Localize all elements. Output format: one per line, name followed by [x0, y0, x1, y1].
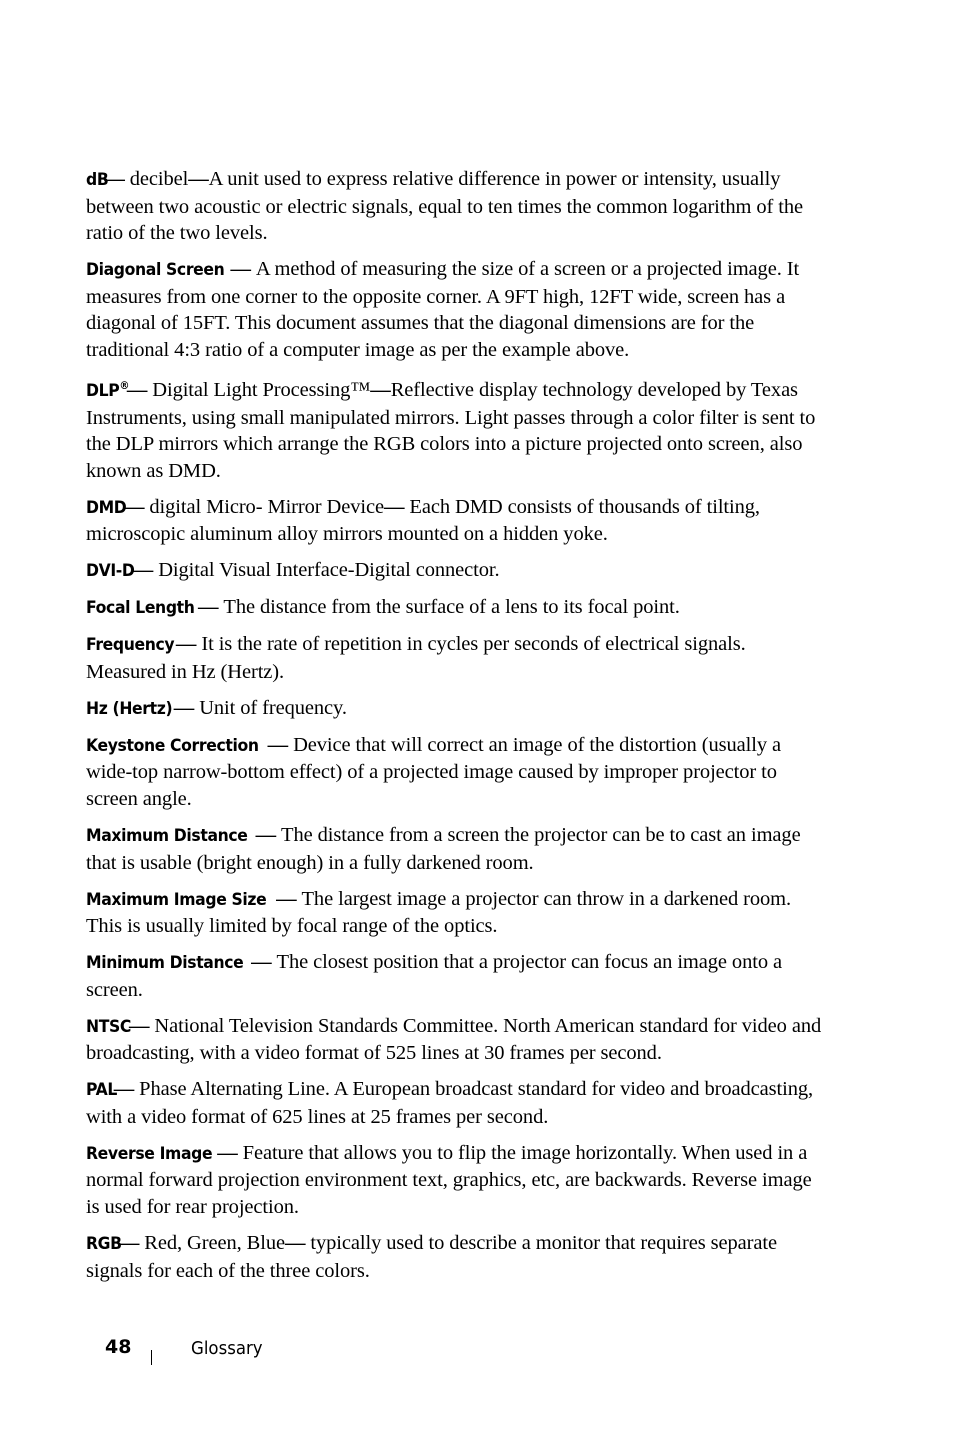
- glossary-entry-focal-length: Focal Length — The distance from the surface of a lens to its focal point.: [86, 594, 826, 622]
- glossary-entry-keystone-correction: Keystone Correction — Device that will correct an image of the distortion (usually a wide-top narrow-bottom effect) of a projected image caused by improper projector to screen angle.: [86, 733, 781, 810]
- glossary-term: Reverse Image: [86, 1143, 213, 1164]
- glossary-definition: The closest position that a projector can focus an image onto a screen.: [86, 951, 783, 1001]
- glossary-definition: Reflective display technology developed by Texas Instruments, using small manipulated mirrors. Light passes through a color filter is sent to the DLP mirrors which arrange the RGB colors into a picture projected onto screen, also known as DMD.: [86, 378, 816, 482]
- glossary-definition: Red, Green, Blue: [144, 1232, 285, 1255]
- glossary-term: RGB: [86, 1234, 122, 1255]
- glossary-term: Keystone Correction: [86, 735, 259, 756]
- glossary-entry-db: dB— decibel—A unit used to express relative difference in power or intensity, usually between two acoustic or electric signals, equal to ten times the common logarithm of the ratio of the two levels.: [86, 168, 804, 245]
- glossary-entry-maximum-distance: Maximum Distance — The distance from a screen the projector can be to cast an image that is usable (bright enough) in a fully darkened room.: [86, 823, 801, 874]
- glossary-entry-hz: Hz (Hertz)— Unit of frequency.: [86, 695, 826, 723]
- glossary-entry-minimum-distance: Minimum Distance — The closest position that a projector can focus an image onto a screen.: [86, 951, 783, 1001]
- glossary-definition: The distance from a screen the projector can be to cast an image that is usable (bright enough) in a fully darkened room.: [86, 823, 801, 874]
- glossary-term: Frequency: [86, 635, 175, 656]
- glossary-term: Maximum Image Size: [86, 889, 267, 910]
- glossary-term: Maximum Distance: [86, 825, 248, 846]
- glossary-term: DLP®: [86, 378, 130, 401]
- glossary-entry-maximum-image-size: Maximum Image Size — The largest image a projector can throw in a darkened room. This is usually limited by focal range of the optics.: [86, 887, 792, 938]
- glossary-definition: Each DMD consists of thousands of tilting, microscopic aluminum alloy mirrors mounted on a hidden yoke.: [86, 495, 760, 546]
- glossary-definition: The largest image a projector can throw in a darkened room. This is usually limited by focal range of the optics.: [86, 887, 792, 938]
- glossary-term: PAL: [86, 1080, 118, 1101]
- glossary-definition: Feature that allows you to flip the image horizontally. When used in a normal forward projection environment text, graphics, etc, are backwards. Reverse image is used for rear projection.: [86, 1141, 812, 1219]
- glossary-entry-pal: PAL— Phase Alternating Line. A European broadcast standard for video and broadcasting, with a video format of 625 lines at 25 frames per second.: [86, 1078, 814, 1128]
- glossary-entry-rgb: RGB— Red, Green, Blue— typically used to describe a monitor that requires separate signals for each of the three colors.: [86, 1232, 777, 1282]
- page-number: 48: [105, 1336, 132, 1358]
- glossary-term: Hz (Hertz): [86, 698, 173, 719]
- section-title: Glossary: [191, 1338, 263, 1359]
- glossary-term: Focal Length: [86, 598, 195, 619]
- glossary-definition: digital Micro- Mirror Device: [149, 495, 384, 518]
- glossary-entry-frequency: Frequency— It is the rate of repetition in cycles per seconds of electrical signals. Measured in Hz (Hertz).: [86, 633, 746, 683]
- glossary-definition: Device that will correct an image of the distortion (usually a wide-top narrow-bottom effect) of a projected image caused by improper projector to screen angle.: [86, 733, 781, 810]
- glossary-entry-ntsc: NTSC— National Television Standards Committee. North American standard for video and broadcasting, with a video format of 525 lines at 30 frames per second.: [86, 1014, 822, 1065]
- glossary-entries: [86, 166, 826, 1294]
- glossary-term: Diagonal Screen: [86, 260, 225, 281]
- glossary-entry-diagonal-screen: Diagonal Screen — A method of measuring the size of a screen or a projected image. It measures from one corner to the opposite corner. A 9FT high, 12FT wide, screen has a diagonal of 15FT. This document assumes that the diagonal dimensions are for the traditional 4:3 ratio of a computer image as per the example above.: [86, 258, 800, 361]
- glossary-entry-dlp: DLP®— Digital Light Processing™—Reflective display technology developed by Texas Instruments, using small manipulated mirrors. Light passes through a color filter is sent to the DLP mirrors which arrange the RGB colors into a picture projected onto screen, also known as DMD.: [86, 373, 826, 484]
- glossary-definition: Digital Visual Interface-Digital connector.: [158, 559, 500, 582]
- glossary-term: dB: [86, 170, 109, 190]
- glossary-definition: decibel: [129, 168, 189, 190]
- glossary-definition: The distance from the surface of a lens to its focal point.: [223, 596, 680, 619]
- glossary-term: DVI-D: [86, 561, 135, 582]
- glossary-entry-dmd: DMD— digital Micro- Mirror Device— Each DMD consists of thousands of tilting, microscopic aluminum alloy mirrors mounted on a hidden yoke.: [86, 495, 760, 546]
- glossary-term: NTSC: [86, 1016, 132, 1037]
- glossary-definition: typically used to describe a monitor that requires separate signals for each of the three colors.: [86, 1232, 777, 1282]
- glossary-term: DMD: [86, 497, 127, 518]
- glossary-definition: Digital Light Processing™: [152, 378, 371, 401]
- glossary-definition: Phase Alternating Line. A European broadcast standard for video and broadcasting, with a video format of 625 lines at 25 frames per second.: [86, 1078, 814, 1128]
- glossary-entry-reverse-image: Reverse Image — Feature that allows you to flip the image horizontally. When used in a normal forward projection environment text, graphics, etc, are backwards. Reverse image is used for rear projection.: [86, 1141, 812, 1219]
- glossary-definition: A unit used to express relative difference in power or intensity, usually between two acoustic or electric signals, equal to ten times the common logarithm of the ratio of the two levels.: [86, 168, 804, 245]
- glossary-term: Minimum Distance: [86, 953, 244, 974]
- glossary-definition: Unit of frequency.: [199, 696, 347, 719]
- glossary-entry-dvi-d: DVI-D— Digital Visual Interface-Digital connector.: [86, 557, 826, 585]
- glossary-definition: It is the rate of repetition in cycles per seconds of electrical signals. Measured in Hz (Hertz).: [86, 633, 746, 683]
- glossary-definition: A method of measuring the size of a screen or a projected image. It measures from one corner to the opposite corner. A 9FT high, 12FT wide, screen has a diagonal of 15FT. This document assumes that the diagonal dimensions are for the traditional 4:3 ratio of a computer image as per the example above.: [86, 258, 800, 361]
- glossary-definition: National Television Standards Committee. North American standard for video and broadcasting, with a video format of 525 lines at 30 frames per second.: [86, 1014, 822, 1065]
- registered-mark: ®: [119, 378, 130, 392]
- footer-divider: [151, 1350, 152, 1365]
